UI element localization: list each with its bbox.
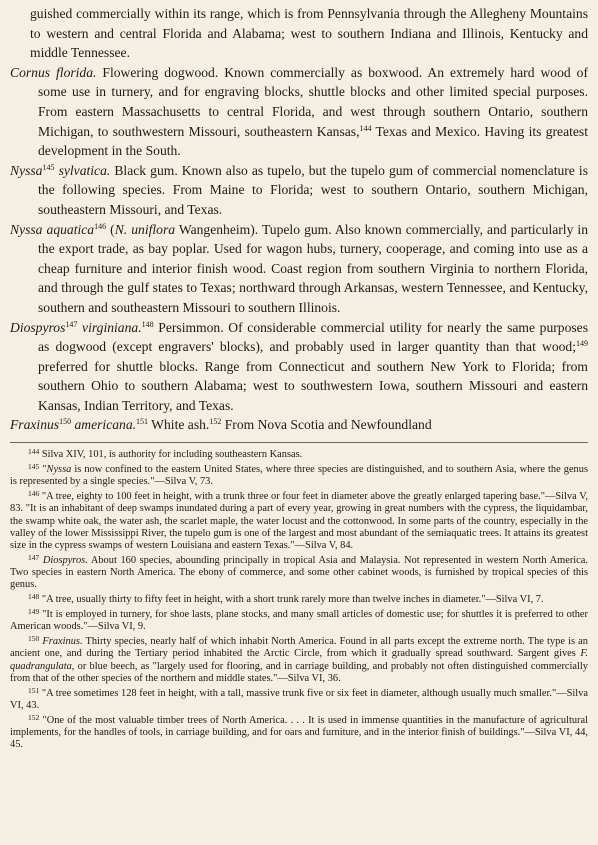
footnote-number: 145 xyxy=(28,462,40,472)
footnote-number: 146 xyxy=(28,489,40,499)
species-name: americana. xyxy=(71,417,137,433)
footnotes xyxy=(10,449,588,751)
paren-open: ( xyxy=(106,221,115,237)
footnote-151 xyxy=(10,685,588,712)
footnote-147 xyxy=(10,552,588,591)
entry-text: preferred for shuttle blocks. Range from Connecticut and southern New York to Florida; from southern Ohio to southern Alabama; west to southwestern Iowa, southern Missouri and eastern Kansas, Indian Territory, and Texas. xyxy=(38,358,588,413)
footnote-genus: Fraxinus. xyxy=(42,636,83,648)
entry-nyssa-aquatica xyxy=(10,220,589,318)
footnote-148 xyxy=(10,594,588,606)
footnote-text: About 160 species, abounding principally in tropical Asia and Malaysia. Not represented in western North America. Two species in eastern North America. The ebony of commerce, and some other cabinet woods, is furnished by tropical species of this genus. xyxy=(10,554,588,590)
footnote-number: 151 xyxy=(28,685,40,695)
footnote-quote: " xyxy=(39,464,47,476)
footnote-text: "A tree, usually thirty to fifty feet in height, with a short trunk rarely more than twelve inches in diameter."—Silva VI, 7. xyxy=(39,594,544,606)
entry-text: Tupelo gum. Also known commercially, and particularly in the export trade, as bay poplar. Used for wagon hubs, turnery, cooperage, and coming into use as a cheap furniture and interior finish wood. Coast region from southern Virginia to northern Florida, and through the gulf states to Texas; northward through Arkansas, western Tennessee, and Kentucky, southern and southeastern Missouri to southern Illinois. xyxy=(38,221,589,315)
footnote-146 xyxy=(10,491,588,551)
entry-text: Flowering dogwood. Known commercially as boxwood. An extremely hard wood of some use in turnery, and for engraving blocks, shuttle blocks and other limited special purposes. From eastern Massachusetts to central Florida, and west through southern Ontario, southern Michigan, to southwestern Missouri, southeastern Kansas, xyxy=(38,64,588,139)
continued-text: guished commercially within its range, which is from Pennsylvania through the Allegheny Mountains to western and central Florida and Alabama; west to southern Indiana and Illinois, Kentucky and middle Tennessee. xyxy=(30,6,588,61)
footnote-ref: 146 xyxy=(94,221,107,231)
footnote-number: 152 xyxy=(28,712,40,722)
footnote-number: 148 xyxy=(28,592,40,602)
entry-text: From Nova Scotia and Newfoundland xyxy=(221,417,432,433)
footnote-ref: 148 xyxy=(141,319,154,329)
footnote-ref: 149 xyxy=(576,339,588,349)
footnote-ref: 151 xyxy=(136,417,149,427)
footnote-text: "One of the most valuable timber trees of North America. . . . It is used in immense quantities in the manufacture of agricultural implements, for the handles of tools, in carriage building, and for oars and furniture, and in the interior finish of buildings."—Silva VI, 44, 45. xyxy=(10,714,588,751)
footnote-ref: 144 xyxy=(359,123,372,133)
footnote-145 xyxy=(10,464,588,488)
footnote-number: 150 xyxy=(28,634,40,644)
footnote-text: Thirty species, nearly half of which inhabit North America. Found in all parts except the extreme north. The type is an ancient one, and during the Tertiary period inhabited the Arctic Circle, from which it gradually spread southward. Sargent gives xyxy=(10,636,588,660)
footnote-ref: 150 xyxy=(59,417,72,427)
footnote-text: "A tree, eighty to 100 feet in height, with a trunk three or four feet in diameter above the greatly enlarged tapering base."—Silva V, 83. "It is an inhabitant of deep swamps inundated during a part of every year, growing in great numbers with the cypress, the liquidambar, the swamp white oak, the water ash, the scarlet maple, the water locust and the cottonwood. In some parts of the country, especially in the valley of the lower Mississippi River, the tupelo gum is one of the largest and most abundant of the semiaquatic trees. It attains its greatest size in the cypress swamps of western Louisiana and eastern Texas."—Silva V, 84. xyxy=(10,491,588,551)
footnote-ref: 147 xyxy=(65,319,78,329)
footnote-text: "It is employed in turnery, for shoe lasts, plane stocks, and many small articles of domestic use; for shuttles it is preferred to other American woods."—Silva VI, 9. xyxy=(10,609,588,633)
footnote-number: 147 xyxy=(28,552,40,562)
footnote-text: , or blue beech, as "largely used for flooring, and in carriage building, and probably not often distinguished commercially from that of the other species of the northern and middle states."—Silva VI, 36. xyxy=(10,660,588,684)
entry-text: White ash. xyxy=(148,417,210,433)
continued-paragraph xyxy=(30,4,588,63)
footnote-152 xyxy=(10,712,588,751)
species-name: virginiana. xyxy=(77,319,142,335)
footnote-text: Silva XIV, 101, is authority for including southeastern Kansas. xyxy=(39,449,303,461)
footnote-divider xyxy=(10,442,588,443)
footnote-149 xyxy=(10,609,588,633)
synonym-name: N. uniflora xyxy=(114,221,176,237)
entry-text: Black gum. Known also as tupelo, but the tupelo gum of commercial nomenclature is the following species. From Maine to Florida; west to southern Ontario, southern Michigan, southeastern Missouri, and Texas. xyxy=(38,162,588,217)
entry-text: Persimmon. Of considerable commercial utility for nearly the same purposes as dogwood (except engravers' blocks), and probably used in larger quantity than that wood; xyxy=(38,319,589,355)
footnote-text: "A tree sometimes 128 feet in height, with a tall, massive trunk five or six feet in diameter, although usually much smaller."—Silva VI, 43. xyxy=(10,687,588,711)
footnote-ref: 152 xyxy=(209,417,222,427)
footnote-genus: Diospyros. xyxy=(42,554,88,566)
footnote-genus: Nyssa xyxy=(46,464,72,476)
body-text xyxy=(10,4,588,435)
footnote-text: is now confined to the eastern United States, where three species are distinguished, and to southern Asia, where the genus is represented by a single species."—Silva V, 73. xyxy=(10,464,588,488)
entry-cornus-florida xyxy=(10,63,588,161)
entry-nyssa-sylvatica xyxy=(10,161,588,220)
synonym-author: Wangenheim). xyxy=(175,221,259,237)
entry-fraxinus-americana xyxy=(10,415,588,435)
footnote-144 xyxy=(10,449,588,461)
entry-diospyros-virginiana xyxy=(10,318,589,416)
footnote-species: F. quadrangulata xyxy=(10,648,588,672)
genus-name: Nyssa xyxy=(10,162,43,178)
genus-name: Diospyros xyxy=(10,319,66,335)
species-name: Cornus florida. xyxy=(10,64,97,80)
species-name: Nyssa aquatica xyxy=(10,221,95,237)
footnote-number: 149 xyxy=(28,607,40,617)
footnote-ref: 145 xyxy=(42,162,55,172)
footnote-number: 144 xyxy=(28,447,40,457)
genus-name: Fraxinus xyxy=(10,417,60,433)
footnote-150 xyxy=(10,636,588,684)
species-name: sylvatica. xyxy=(54,162,111,178)
entry-text: Texas and Mexico. Having its greatest development in the South. xyxy=(38,123,588,159)
